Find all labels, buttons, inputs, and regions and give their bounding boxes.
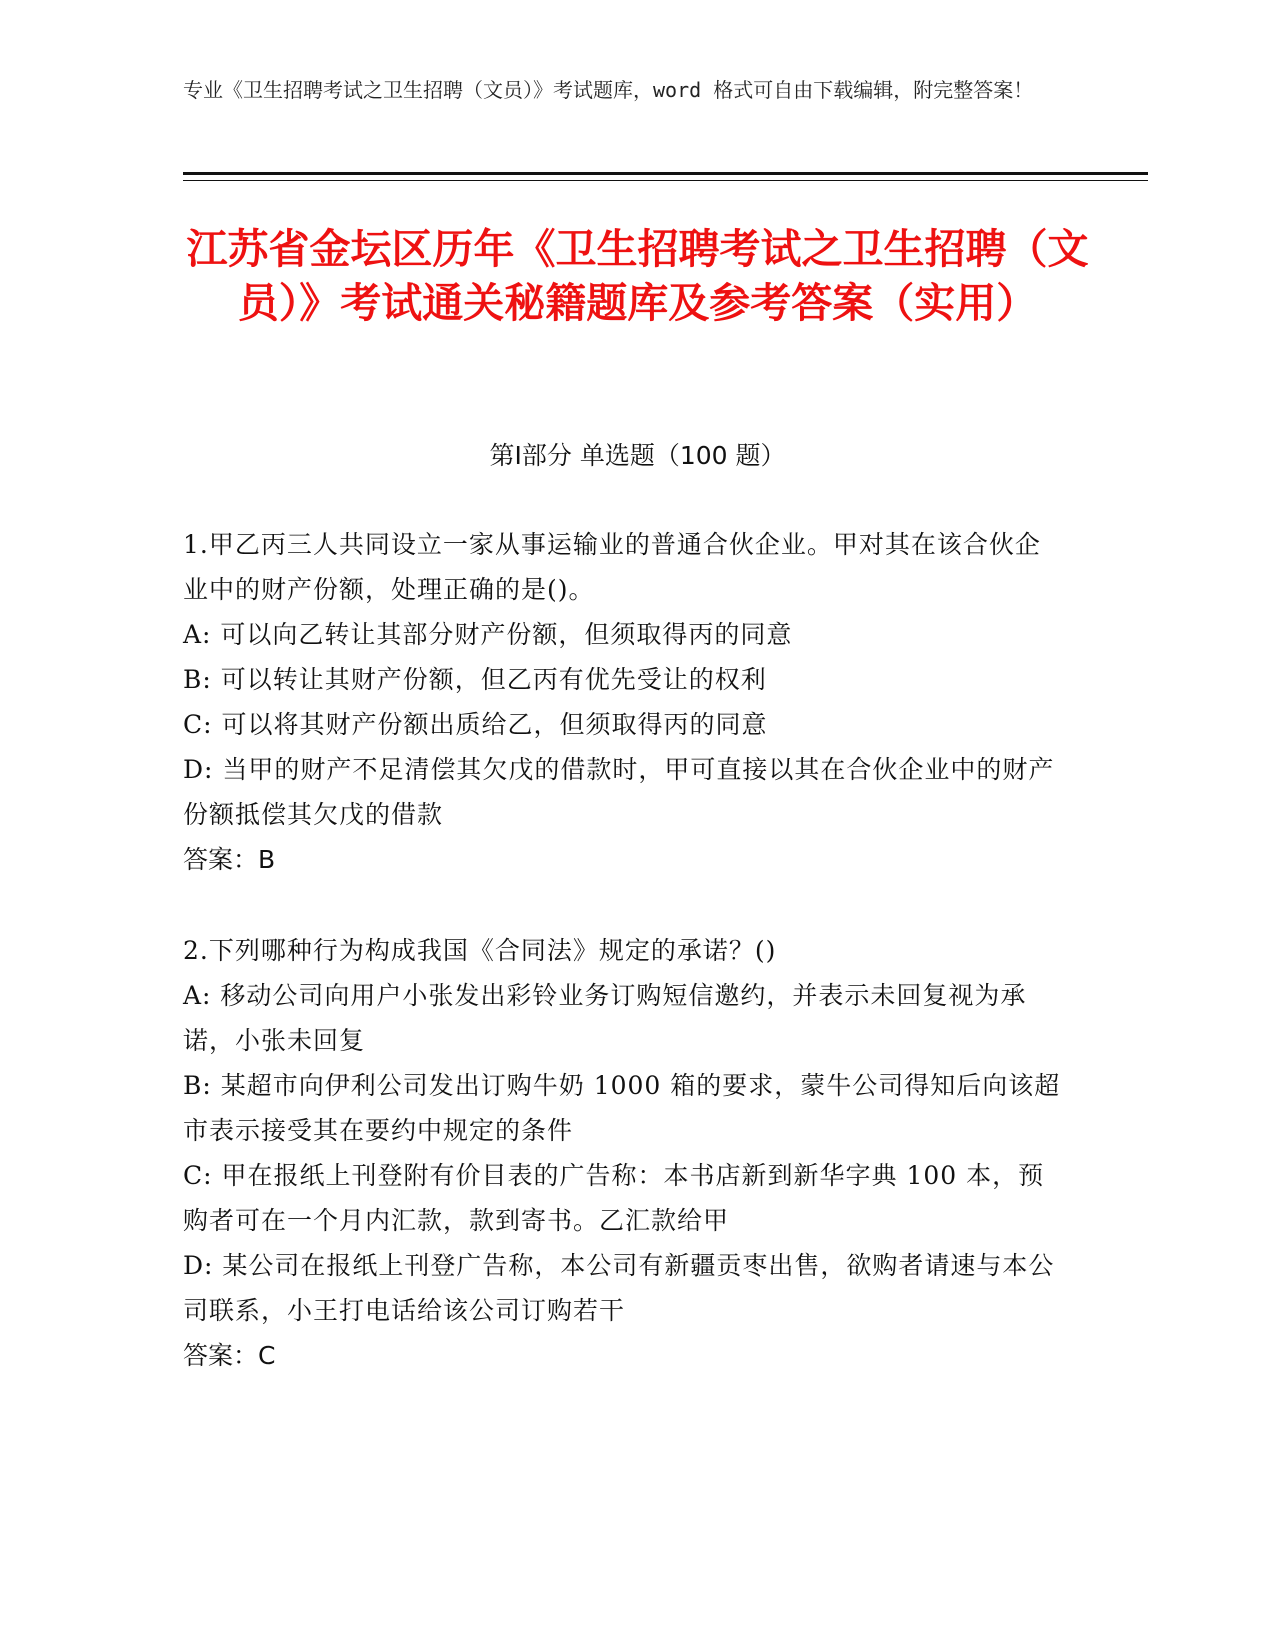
option-b: B: 可以转让其财产份额，但乙丙有优先受让的权利 bbox=[183, 665, 767, 694]
option-c: C: 可以将其财产份额出质给乙，但须取得丙的同意 bbox=[183, 710, 768, 739]
question-stem: 2.下列哪种行为构成我国《合同法》规定的承诺？() bbox=[183, 936, 777, 965]
answer-label: 答案：B bbox=[183, 845, 276, 874]
answer-label: 答案：C bbox=[183, 1341, 276, 1370]
option-d: D: 某公司在报纸上刊登广告称，本公司有新疆贡枣出售，欲购者请速与本公司联系，小王打电话给该公司订购若干 bbox=[183, 1251, 1055, 1325]
question-item bbox=[183, 928, 1063, 1378]
header-rule-thick bbox=[183, 172, 1148, 175]
option-c: C: 甲在报纸上刊登附有价目表的广告称：本书店新到新华字典 100 本，预购者可在一个月内汇款，款到寄书。乙汇款给甲 bbox=[183, 1161, 1045, 1235]
question-item bbox=[183, 522, 1063, 882]
option-a: A: 移动公司向用户小张发出彩铃业务订购短信邀约，并表示未回复视为承诺，小张未回复 bbox=[183, 981, 1027, 1055]
header-note: 专业《卫生招聘考试之卫生招聘（文员）》考试题库，word 格式可自由下载编辑，附完整答案！ bbox=[183, 78, 1034, 102]
option-a: A: 可以向乙转让其部分财产份额，但须取得丙的同意 bbox=[183, 620, 793, 649]
document-title: 江苏省金坛区历年《卫生招聘考试之卫生招聘（文员）》考试通关秘籍题库及参考答案（实用） bbox=[186, 225, 1089, 327]
option-d: D: 当甲的财产不足清偿其欠戊的借款时，甲可直接以其在合伙企业中的财产份额抵偿其欠戊的借款 bbox=[183, 755, 1055, 829]
question-list bbox=[183, 522, 1063, 1424]
header-rule-thin bbox=[183, 180, 1148, 181]
section-title: 第Ⅰ部分 单选题（100 题） bbox=[489, 441, 786, 470]
option-b: B: 某超市向伊利公司发出订购牛奶 1000 箱的要求，蒙牛公司得知后向该超市表示接受其在要约中规定的条件 bbox=[183, 1071, 1061, 1145]
question-stem: 1.甲乙丙三人共同设立一家从事运输业的普通合伙企业。甲对其在该合伙企业中的财产份额，处理正确的是()。 bbox=[183, 530, 1041, 604]
